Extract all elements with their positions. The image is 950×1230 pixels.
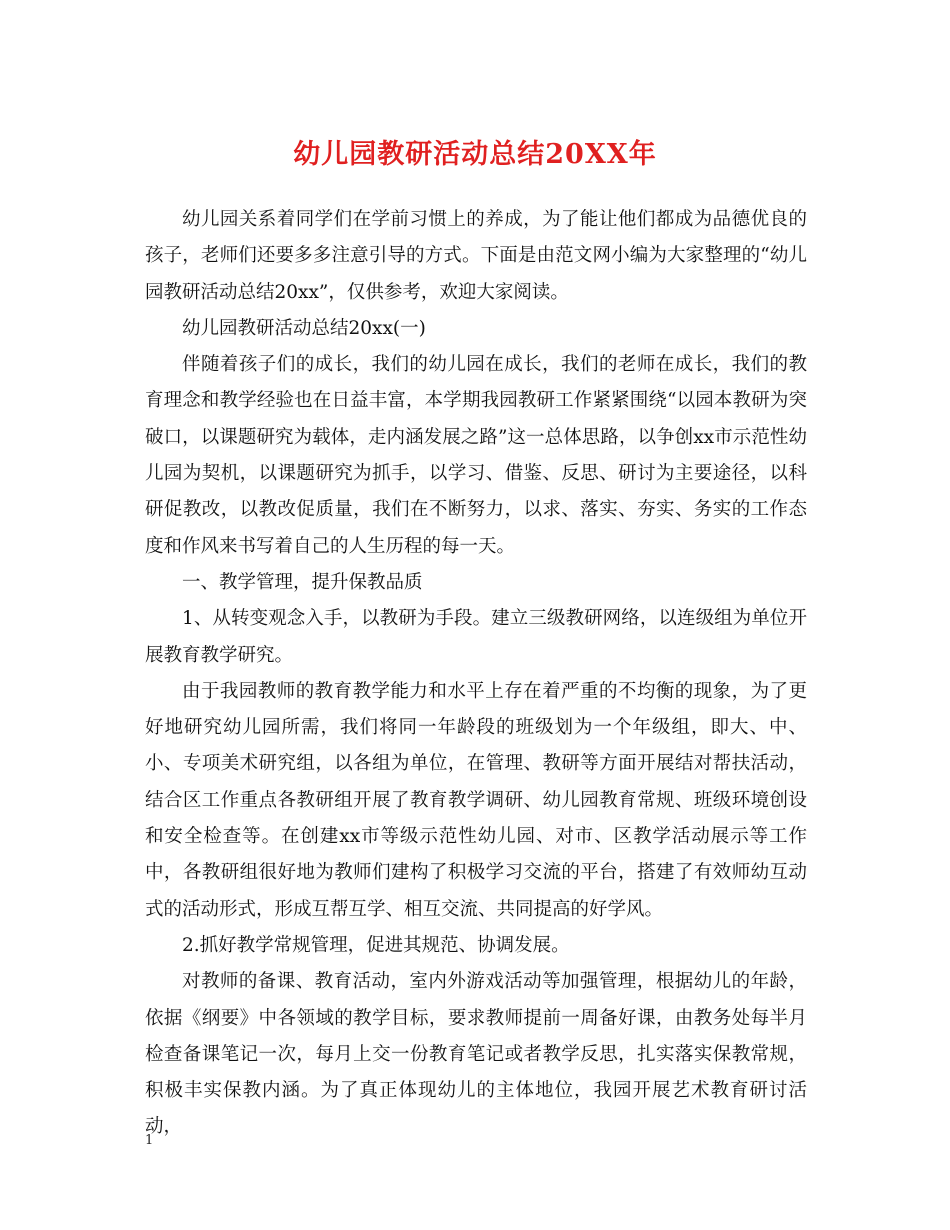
paragraph-heading-teaching-management: 一、教学管理，提升保教品质 — [182, 571, 423, 593]
paragraph-section-heading: 幼儿园教研活动总结20xx(一) — [182, 317, 426, 339]
paragraph-item-2: 2.抓好教学常规管理，促进其规范、协调发展。 — [182, 934, 570, 956]
page-number: 1 — [145, 1133, 154, 1148]
document-body — [145, 202, 807, 1146]
paragraph-intro: 幼儿园关系着同学们在学前习惯上的养成，为了能让他们都成为品德优良的孩子，老师们还要多多注意引导的方式。下面是由范文网小编为大家整理的“幼儿园教研活动总结20xx”，仅供参考，欢迎大家阅读。 — [145, 209, 807, 303]
paragraph-overview: 伴随着孩子们的成长，我们的幼儿园在成长，我们的老师在成长，我们的教育理念和教学经验也在日益丰富，本学期我园教研工作紧紧围绕“以园本教研为突破口，以课题研究为载体，走内涵发展之路”这一总体思路，以争创xx市示范性幼儿园为契机，以课题研究为抓手，以学习、借鉴、反思、研讨为主要途径，以科研促教改，以教改促质量，我们在不断努力，以求、落实、夯实、务实的工作态度和作风来书写着自己的人生历程的每一天。 — [145, 354, 807, 557]
document-title: 幼儿园教研活动总结20XX年 — [293, 139, 657, 170]
paragraph-routine-management: 对教师的备课、教育活动，室内外游戏活动等加强管理，根据幼儿的年龄，依据《纲要》中各领域的教学目标，要求教师提前一周备好课，由教务处每半月检查备课笔记一次，每月上交一份教育笔记或者教学反思，扎实落实保教常规，积极丰实保教内涵。为了真正体现幼儿的主体地位，我园开展艺术教育研讨活动， — [145, 971, 807, 1138]
paragraph-item-1: 1、从转变观念入手，以教研为手段。建立三级教研网络，以连级组为单位开展教育教学研究。 — [145, 608, 807, 666]
paragraph-grade-groups: 由于我园教师的教育教学能力和水平上存在着严重的不均衡的现象，为了更好地研究幼儿园所需，我们将同一年龄段的班级划为一个年级组，即大、中、小、专项美术研究组，以各组为单位，在管理、教研等方面开展结对帮扶活动，结合区工作重点各教研组开展了教育教学调研、幼儿园教育常规、班级环境创设和安全检查等。在创建xx市等级示范性幼儿园、对市、区教学活动展示等工作中，各教研组很好地为教师们建构了积极学习交流的平台，搭建了有效师幼互动式的活动形式，形成互帮互学、相互交流、共同提高的好学风。 — [145, 680, 807, 920]
